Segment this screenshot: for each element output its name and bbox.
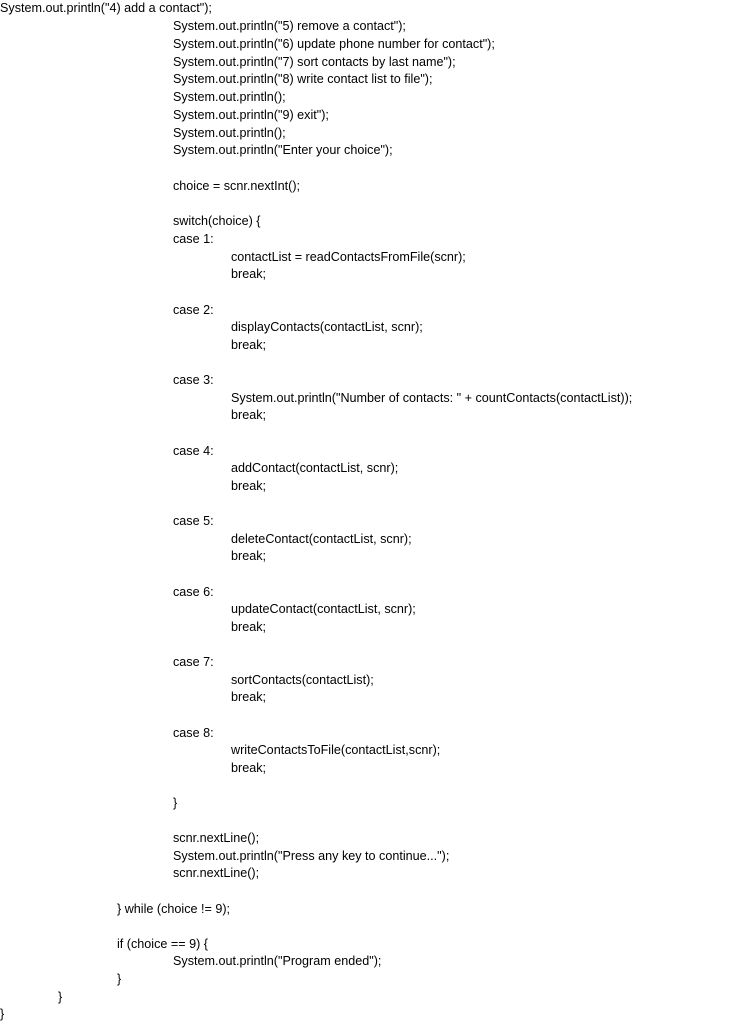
code-line: break; [231, 620, 267, 634]
code-line: case 1: [173, 232, 214, 246]
code-line: System.out.println("6) update phone number for contact"); [173, 37, 495, 51]
code-line: System.out.println("9) exit"); [173, 108, 329, 122]
code-line: System.out.println("Press any key to continue..."); [173, 849, 450, 863]
code-line: } while (choice != 9); [117, 902, 231, 916]
code-line: scnr.nextLine(); [173, 831, 260, 845]
code-line: switch(choice) { [173, 214, 261, 228]
code-line: sortContacts(contactList); [231, 673, 374, 687]
code-line: System.out.println("4) add a contact"); [0, 1, 212, 15]
code-line: case 8: [173, 726, 214, 740]
code-line: break; [231, 267, 267, 281]
code-line: break; [231, 338, 267, 352]
code-line: System.out.println("8) write contact list to file"); [173, 72, 433, 86]
code-line: case 7: [173, 655, 214, 669]
code-line: displayContacts(contactList, scnr); [231, 320, 423, 334]
code-line: updateContact(contactList, scnr); [231, 602, 416, 616]
code-line: System.out.println("Number of contacts: " + countContacts(contactList)); [231, 391, 633, 405]
code-line: break; [231, 761, 267, 775]
code-line: break; [231, 408, 267, 422]
code-line: deleteContact(contactList, scnr); [231, 532, 412, 546]
code-line: case 5: [173, 514, 214, 528]
code-line: break; [231, 549, 267, 563]
code-line: contactList = readContactsFromFile(scnr); [231, 250, 466, 264]
code-line: System.out.println(); [173, 90, 286, 104]
code-line: scnr.nextLine(); [173, 866, 260, 880]
code-line: case 6: [173, 585, 214, 599]
code-line: System.out.println("Enter your choice"); [173, 143, 393, 157]
code-line: } [58, 990, 63, 1004]
code-line: case 2: [173, 303, 214, 317]
code-line: System.out.println("Program ended"); [173, 954, 382, 968]
code-line: choice = scnr.nextInt(); [173, 179, 301, 193]
code-line: System.out.println("5) remove a contact"); [173, 19, 406, 33]
code-line: System.out.println("7) sort contacts by last name"); [173, 55, 456, 69]
code-line: if (choice == 9) { [117, 937, 209, 951]
code-line: break; [231, 690, 267, 704]
code-line: } [0, 1007, 5, 1021]
code-line: } [173, 796, 178, 810]
code-line: } [117, 972, 122, 986]
code-line: case 4: [173, 444, 214, 458]
code-line: break; [231, 479, 267, 493]
code-line: case 3: [173, 373, 214, 387]
code-line: System.out.println(); [173, 126, 286, 140]
code-line: writeContactsToFile(contactList,scnr); [231, 743, 441, 757]
code-line: addContact(contactList, scnr); [231, 461, 399, 475]
